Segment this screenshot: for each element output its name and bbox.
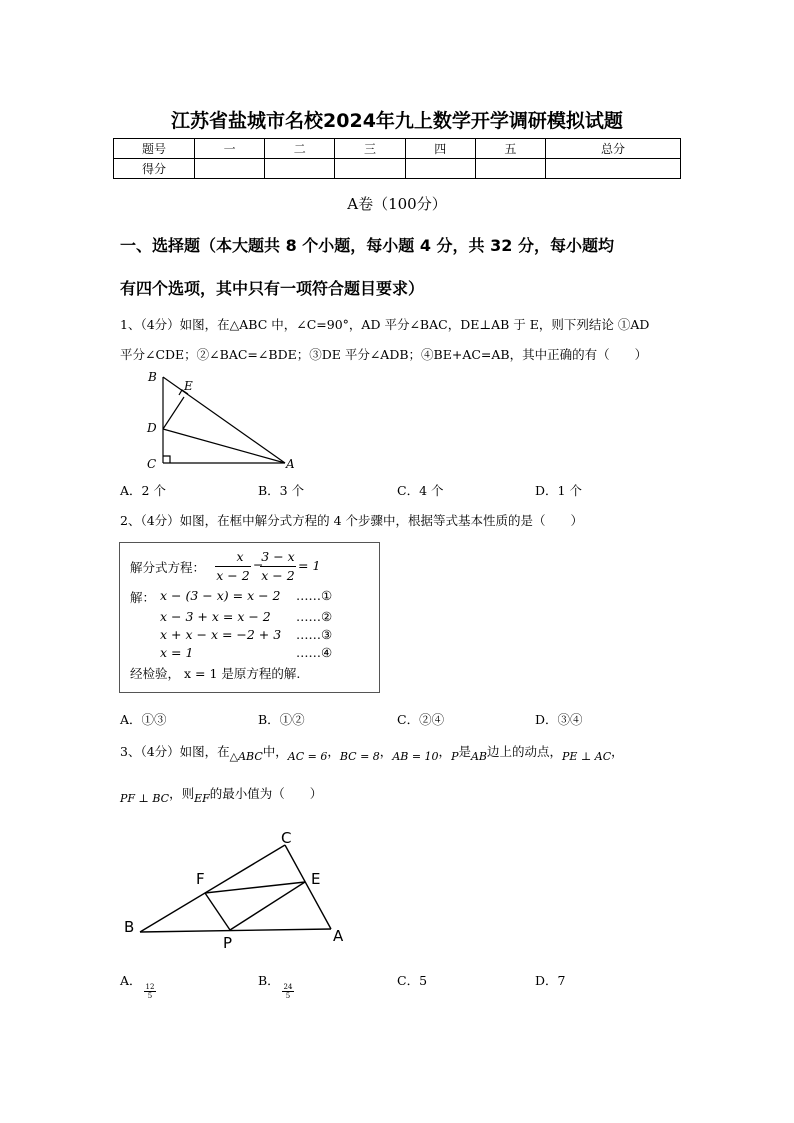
step-2: x − 3 + x = x − 2 (160, 609, 271, 624)
q3-tail: 的最小值为（ ） (209, 786, 323, 801)
q3-stem-line1: 3、（4分）如图，在△ABC中，AC = 6，BC = 8，AB = 10，P是AB边上的动点，PE ⊥ AC， (120, 744, 624, 763)
q2-stem: 2、（4分）如图，在框中解分式方程的 4 个步骤中，根据等式基本性质的是（ ） (120, 513, 584, 528)
step-4: x = 1 (160, 645, 194, 660)
score-table (113, 138, 681, 179)
q3-p: P (451, 750, 459, 763)
fraction-denominator: 5 (147, 992, 153, 1000)
label-b: B (148, 370, 157, 384)
label-f: F (196, 870, 205, 888)
score-header-cell: 二 (265, 139, 335, 159)
box-check: 经检验， x = 1 是原方程的解. (130, 666, 301, 681)
label-b: B (124, 918, 135, 936)
box-intro: 解分式方程： (130, 560, 206, 575)
q3-zhong: 中， (262, 744, 288, 759)
segment-de (163, 397, 184, 429)
q3-option-a[interactable] (120, 971, 142, 989)
step-1: x − (3 − x) = x − 2 (160, 588, 281, 603)
q1-option-a[interactable]: A．2 个 (120, 483, 166, 498)
label-c: C (147, 457, 157, 471)
q1-option-d[interactable]: D．1 个 (535, 483, 582, 498)
step-2-mark: ……② (296, 609, 333, 624)
q2-solution-box (119, 542, 380, 693)
q3-ab: AB = 10 (392, 750, 439, 763)
frac2-denominator: x − 2 (261, 568, 295, 583)
fraction-numerator: 12 (145, 983, 155, 991)
step-1-mark: ……① (296, 588, 333, 603)
q1-option-b[interactable]: B．3 个 (258, 483, 305, 498)
q2-option-d[interactable]: D．③④ (535, 712, 583, 727)
volume-heading: A卷（100分） (347, 195, 447, 213)
label-a: A (333, 927, 344, 945)
score-table-header-row (114, 139, 681, 159)
step-3-mark: ……③ (296, 627, 333, 642)
q3-edge: 边上的动点， (487, 744, 563, 759)
frac2-bar (260, 566, 296, 567)
frac1-bar (215, 566, 251, 567)
score-cell[interactable] (405, 159, 475, 179)
q3-option-a-fraction (144, 983, 156, 1000)
label-d: D (147, 421, 157, 435)
q2-option-b[interactable]: B．①② (258, 712, 305, 727)
q3-ze: ，则 (169, 786, 195, 801)
q3-option-b-fraction (282, 983, 294, 1000)
q3-stem-line2 (120, 784, 323, 805)
q3-option-d[interactable]: D．7 (535, 973, 566, 988)
right-angle-c (163, 456, 170, 463)
label-a: A (286, 457, 295, 471)
score-cell[interactable] (195, 159, 265, 179)
score-header-cell: 一 (195, 139, 265, 159)
q3-pf: PF ⊥ BC (120, 792, 170, 805)
segment-fp (205, 893, 230, 930)
minus-sign: − (253, 557, 264, 572)
jie-label: 解： (130, 590, 156, 605)
q1-triangle-figure (140, 368, 310, 474)
q3-triangle: △ABC (229, 750, 263, 763)
frac1-numerator: x (236, 549, 244, 564)
section-heading-line1: 一、选择题（本大题共 8 个小题，每小题 4 分，共 32 分，每小题均 (120, 236, 614, 255)
frac2-numerator: 3 − x (261, 549, 295, 564)
q3-bc: BC = 8 (339, 750, 380, 763)
eq-rhs: = 1 (298, 558, 321, 573)
q2-option-c[interactable]: C．②④ (397, 712, 445, 727)
score-row-label: 得分 (114, 159, 195, 179)
label-e: E (311, 870, 321, 888)
q3-option-c[interactable]: C．5 (397, 973, 428, 988)
q3-prefix: 3、（4分）如图，在 (120, 744, 230, 759)
side-ba (140, 929, 331, 932)
side-ca (285, 845, 331, 929)
q3-ac: AC = 6 (287, 750, 328, 763)
q3-shi: 是 (458, 744, 471, 759)
step-3: x + x − x = −2 + 3 (160, 627, 282, 642)
segment-ad (163, 429, 285, 463)
score-table-row (114, 159, 681, 179)
q3-ef: EF (194, 792, 210, 805)
score-cell[interactable] (335, 159, 405, 179)
fraction-numerator: 24 (283, 983, 293, 991)
score-cell[interactable] (546, 159, 681, 179)
side-bc (140, 845, 285, 932)
label-p: P (223, 934, 233, 952)
q3-ab-seg: AB (470, 750, 488, 763)
score-header-cell: 三 (335, 139, 405, 159)
fraction-denominator: 5 (285, 992, 291, 1000)
q3-pe: PE ⊥ AC (562, 750, 612, 763)
q3-option-b-label: B． (258, 973, 280, 988)
q1-stem-line2: 平分∠CDE；②∠BAC=∠BDE；③DE 平分∠ADB；④BE+AC=AB，其中正确的有（ ） (120, 347, 648, 362)
score-header-cell: 总分 (546, 139, 681, 159)
score-header-cell: 题号 (114, 139, 195, 159)
q3-triangle-figure (118, 832, 358, 952)
step-4-mark: ……④ (296, 645, 333, 660)
score-cell[interactable] (475, 159, 545, 179)
q3-option-a-label: A． (120, 973, 142, 988)
score-header-cell: 五 (475, 139, 545, 159)
label-c: C (281, 832, 292, 847)
q3-option-b[interactable] (258, 971, 280, 989)
page-title: 江苏省盐城市名校2024年九上数学开学调研模拟试题 (171, 110, 623, 132)
q2-option-a[interactable]: A．①③ (120, 712, 167, 727)
score-header-cell: 四 (405, 139, 475, 159)
q1-stem-line1: 1、（4分）如图，在△ABC 中，∠C=90°，AD 平分∠BAC，DE⊥AB 于 E，则下列结论 ①AD (120, 317, 650, 332)
side-ba (163, 377, 285, 463)
section-heading-line2: 有四个选项，其中只有一项符合题目要求） (120, 279, 425, 298)
q1-option-c[interactable]: C．4 个 (397, 483, 444, 498)
score-cell[interactable] (265, 159, 335, 179)
frac1-denominator: x − 2 (216, 568, 250, 583)
label-e: E (184, 379, 193, 393)
